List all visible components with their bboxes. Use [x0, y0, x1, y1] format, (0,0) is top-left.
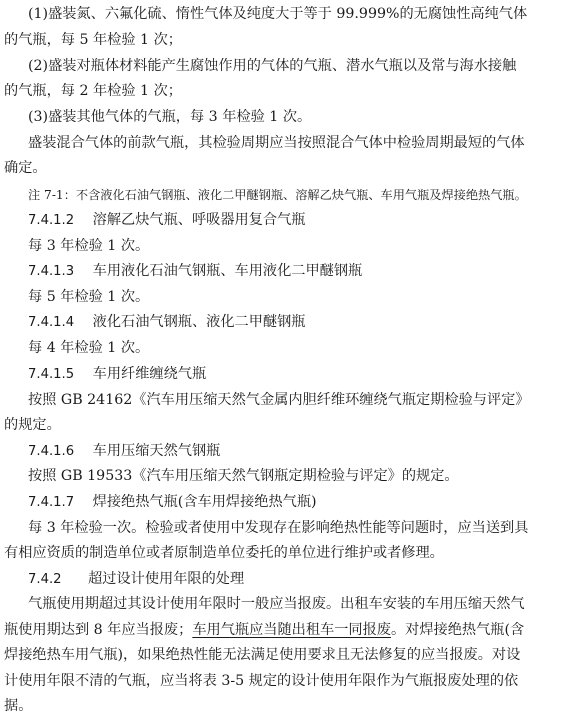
text-segment: 瓶使用期达到 8 年应当报废；: [4, 622, 193, 638]
section-heading: [28, 569, 244, 590]
section-number: 7.4.1.7: [28, 495, 75, 510]
paragraph-line: 焊接绝热车用气瓶)，如果绝热性能无法满足使用要求且无法修复的应当报废。对设: [4, 647, 521, 663]
section-title: 车用纤维缠绕气瓶: [92, 366, 207, 382]
paragraph-line: 按照 GB 19533《汽车用压缩天然气钢瓶定期检验与评定》的规定。: [28, 468, 459, 484]
section-heading: [28, 492, 317, 513]
paragraph-line: [4, 620, 524, 640]
section-heading: [28, 210, 305, 231]
paragraph-line: 的气瓶，每 2 年检验 1 次；: [4, 83, 182, 99]
paragraph-line: 按照 GB 24162《汽车用压缩天然气金属内胆纤维环缠绕气瓶定期检验与评定》: [28, 392, 530, 408]
paragraph-line: 的气瓶，每 5 年检验 1 次；: [4, 32, 182, 48]
section-number: 7.4.1.4: [28, 315, 75, 330]
paragraph-line: 每 5 年检验 1 次。: [28, 289, 150, 305]
section-number: 7.4.1.5: [28, 367, 75, 382]
paragraph-line: (3)盛装其他气体的气瓶，每 3 年检验 1 次。: [28, 109, 312, 125]
paragraph-line: 气瓶使用期超过其设计使用年限时一般应当报废。出租车安装的车用压缩天然气: [28, 596, 525, 612]
section-title: 溶解乙炔气瓶、呼吸器用复合气瓶: [92, 212, 306, 228]
section-number: 7.4.2: [28, 572, 62, 587]
section-title: 车用液化石油气钢瓶、车用液化二甲醚钢瓶: [92, 263, 363, 279]
section-heading: [28, 441, 220, 462]
paragraph-line: 盛装混合气体的前款气瓶，其检验周期应当按照混合气体中检验周期最短的气体: [28, 135, 525, 151]
section-heading: [28, 261, 362, 282]
paragraph-line: (2)盛装对瓶体材料能产生腐蚀作用的气体的气瓶、潜水气瓶以及常与海水接触: [28, 58, 517, 74]
paragraph-line: 的规定。: [4, 417, 61, 433]
note-line: 注 7-1：不含液化石油气钢瓶、液化二甲醚钢瓶、溶解乙炔气瓶、车用气瓶及焊接绝热气瓶。: [28, 188, 527, 202]
text-segment: 。对焊接绝热气瓶(含: [390, 622, 525, 638]
section-heading: [28, 312, 305, 333]
paragraph-line: 每 3 年检验 1 次。: [28, 238, 150, 254]
paragraph-line: 每 3 年检验一次。检验或者使用中发现存在影响绝热性能等问题时，应当送到具: [28, 520, 529, 536]
section-title: 车用压缩天然气钢瓶: [92, 443, 221, 459]
underlined-text: 车用气瓶应当随出租车一同报废: [192, 622, 391, 638]
section-title: 焊接绝热气瓶(含车用焊接绝热气瓶): [92, 494, 317, 510]
paragraph-line: 有相应资质的制造单位或者原制造单位委托的单位进行维护或者修理。: [4, 545, 444, 561]
paragraph-line: (1)盛装氮、六氟化硫、惰性气体及纯度大于等于 99.999%的无腐蚀性高纯气体: [28, 6, 528, 22]
paragraph-line: 确定。: [4, 160, 47, 176]
paragraph-line: 每 4 年检验 1 次。: [28, 340, 150, 356]
section-title: 超过设计使用年限的处理: [88, 571, 245, 587]
section-title: 液化石油气钢瓶、液化二甲醚钢瓶: [92, 314, 306, 330]
section-number: 7.4.1.3: [28, 264, 75, 279]
section-number: 7.4.1.2: [28, 213, 75, 228]
section-heading: [28, 364, 206, 385]
paragraph-line: 计使用年限不清的气瓶，应当将表 3-5 规定的设计使用年限作为气瓶报废处理的依: [4, 673, 519, 689]
paragraph-line: 据。: [4, 698, 33, 714]
section-number: 7.4.1.6: [28, 444, 75, 459]
